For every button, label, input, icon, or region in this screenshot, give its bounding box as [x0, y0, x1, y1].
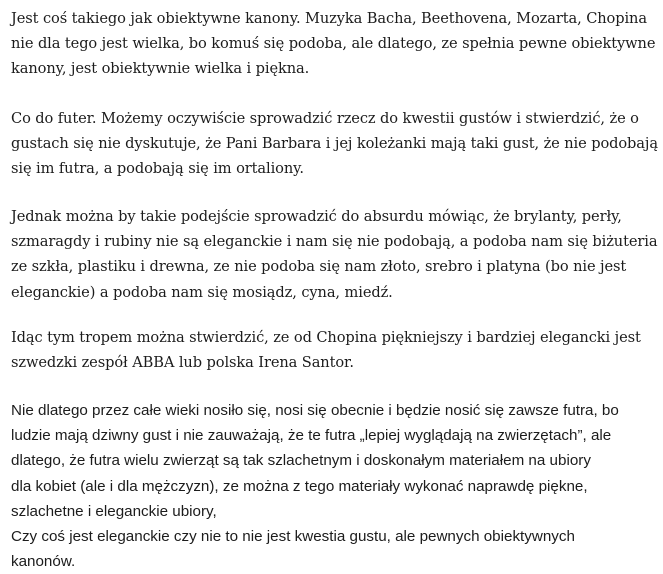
paragraph-absurd: [11, 204, 659, 305]
text-line: Czy coś jest eleganckie czy nie to nie jest kwestia gustu, ale pewnych obiektywnych: [11, 528, 575, 546]
text-line: eleganckie) a podoba nam się mosiądz, cyna, miedź.: [11, 283, 393, 301]
text-line: szlachetne i eleganckie ubiory,: [11, 502, 217, 520]
text-line: nie dla tego jest wielka, bo komuś się podoba, ale dlatego, ze spełnia pewne obiektywne: [11, 35, 656, 53]
text-line: się im futra, a podobają się im ortaliony.: [11, 160, 304, 178]
paragraph-futra-wieki: [11, 398, 659, 574]
text-line: ludzie mają dziwny gust i nie zauważają, że te futra „lepiej wyglądają na zwierzętach”, ale: [11, 427, 612, 445]
text-line: Nie dlatego przez całe wieki nosiło się, nosi się obecnie i będzie nosić się zawsze futra, bo: [11, 402, 619, 419]
text-line: Co do futer. Możemy oczywiście sprowadzić rzecz do kwestii gustów i stwierdzić, że o: [11, 110, 639, 127]
text-line: ze szkła, plastiku i drewna, ze nie podoba się nam złoto, srebro i platyna (bo nie jest: [11, 258, 627, 276]
paragraph-futra-gusty: [11, 106, 659, 182]
text-line: szmaragdy i rubiny nie są eleganckie i nam się nie podobają, a podoba nam się biżuteria: [11, 233, 658, 251]
text-line: dlatego, że futra wielu zwierząt są tak szlachetnym i doskonałym materiałem na ubiory: [11, 452, 591, 470]
text-line: gustach się nie dyskutuje, że Pani Barbara i jej koleżanki mają taki gust, że nie podobają: [11, 135, 658, 153]
paragraph-chopin-abba: [11, 325, 659, 375]
text-line: Jednak można by takie podejście sprowadzić do absurdu mówiąc, że brylanty, perły,: [11, 208, 622, 225]
text-line: kanonów.: [11, 553, 76, 571]
text-line: Jest coś takiego jak obiektywne kanony. Muzyka Bacha, Beethovena, Mozarta, Chopina: [11, 10, 647, 27]
text-line: Idąc tym tropem można stwierdzić, ze od Chopina piękniejszy i bardziej elegancki jest: [11, 329, 641, 346]
text-line: kanony, jest obiektywnie wielka i piękna.: [11, 60, 310, 78]
text-line: szwedzki zespół ABBA lub polska Irena Santor.: [11, 354, 354, 372]
paragraph-obiektywne-kanony: [11, 6, 659, 82]
text-line: dla kobiet (ale i dla mężczyzn), ze można z tego materiały wykonać naprawdę piękne,: [11, 477, 588, 495]
